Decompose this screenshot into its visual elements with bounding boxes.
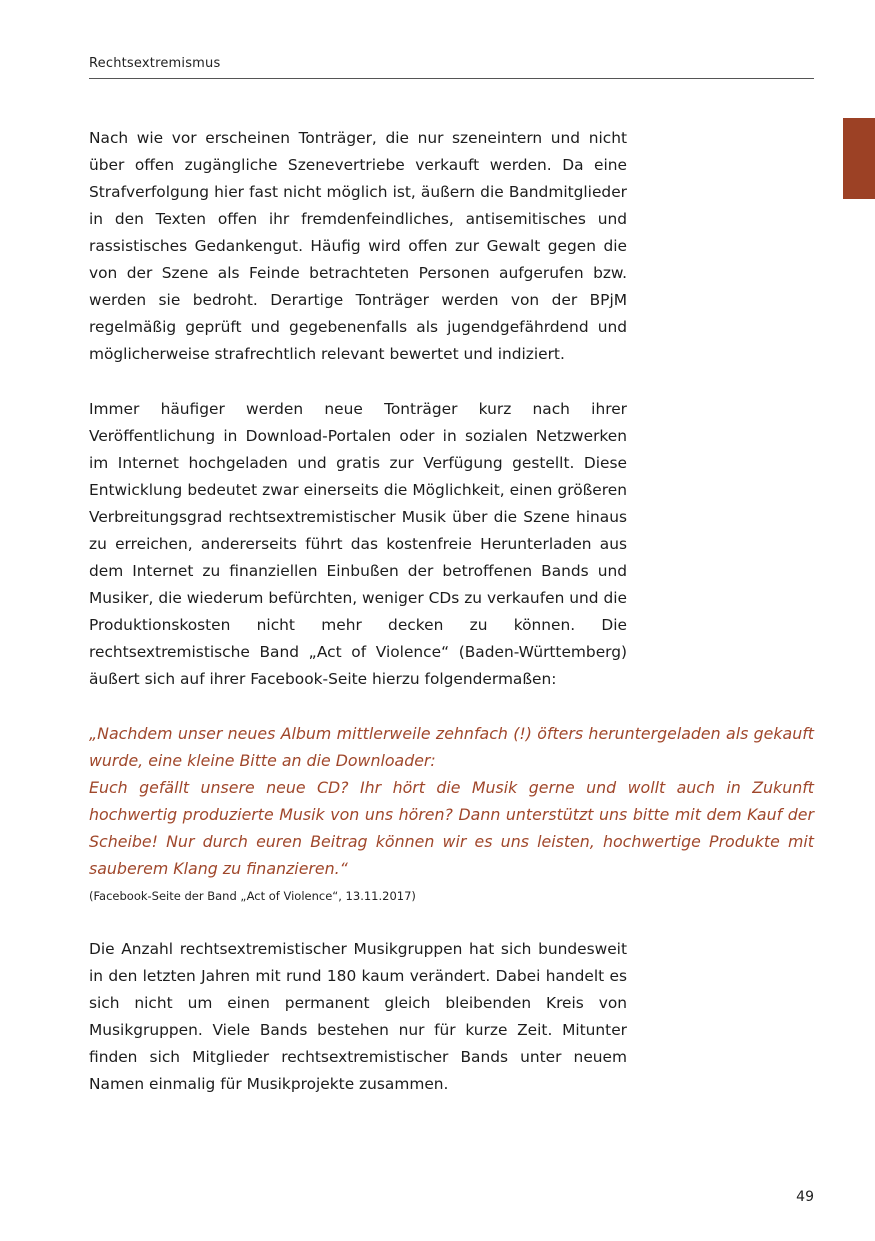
running-header: Rechtsextremismus (89, 56, 221, 71)
body-paragraph-3: Die Anzahl rechtsextremistischer Musikgruppen hat sich bundesweit in den letzten Jahren mit rund 180 kaum verändert. Dabei handelt es sich nicht um einen permanent gleich bleibenden Kreis von Musikgruppen. Viele Bands bestehen nur für kurze Zeit. Mitunter finden sich Mitglieder rechtsextremistischer Bands unter neuem Namen einmalig für Musikprojekte zusammen. (89, 940, 627, 1093)
quote-line-1: „Nachdem unser neues Album mittlerweile zehnfach (!) öfters heruntergeladen als gekauft wurde, eine kleine Bitte an die Downloader: (89, 724, 814, 770)
quote-line-2: Euch gefällt unsere neue CD? Ihr hört die Musik gerne und wollt auch in Zukunft hochwertig produzierte Musik von uns hören? Dann unterstützt uns bitte mit dem Kauf der Scheibe! Nur durch euren Beitrag können wir es uns leisten, hochwertige Produkte mit sauberem Klang zu finanzieren.“ (89, 778, 814, 878)
page-number: 49 (796, 1189, 814, 1205)
header-divider (89, 78, 814, 79)
quote-source: (Facebook-Seite der Band „Act of Violence“, 13.11.2017) (89, 889, 416, 903)
body-paragraph-2: Immer häufiger werden neue Tonträger kurz nach ihrer Veröffentlichung in Download-Portalen oder in sozialen Netzwerken im Internet hochgeladen und gratis zur Verfügung gestellt. Diese Entwicklung bedeutet zwar einerseits die Möglichkeit, einen größeren Verbreitungsgrad rechtsextremistischer Musik über die Szene hinaus zu erreichen, andererseits führt das kostenfreie Herunterladen aus dem Internet zu finanziellen Einbußen der betroffenen Bands und Musiker, die wiederum befürchten, weniger CDs zu verkaufen und die Produktionskosten nicht mehr decken zu können. Die rechtsextremistische Band „Act of Violence“ (Baden-Württemberg) äußert sich auf ihrer Facebook-Seite hierzu folgendermaßen: (89, 400, 627, 688)
chapter-tab-marker (843, 118, 875, 199)
block-quote (89, 720, 814, 882)
body-paragraph-1: Nach wie vor erscheinen Tonträger, die nur szeneintern und nicht über offen zugängliche Szenevertriebe verkauft werden. Da eine Strafverfolgung hier fast nicht möglich ist, äußern die Bandmitglieder in den Texten offen ihr fremdenfeindliches, antisemitisches und rassistisches Gedankengut. Häufig wird offen zur Gewalt gegen die von der Szene als Feinde betrachteten Personen aufgerufen bzw. werden sie bedroht. Derartige Tonträger werden von der BPjM regelmäßig geprüft und gegebenenfalls als jugendgefährdend und möglicherweise strafrechtlich relevant bewertet und indiziert. (89, 129, 627, 363)
